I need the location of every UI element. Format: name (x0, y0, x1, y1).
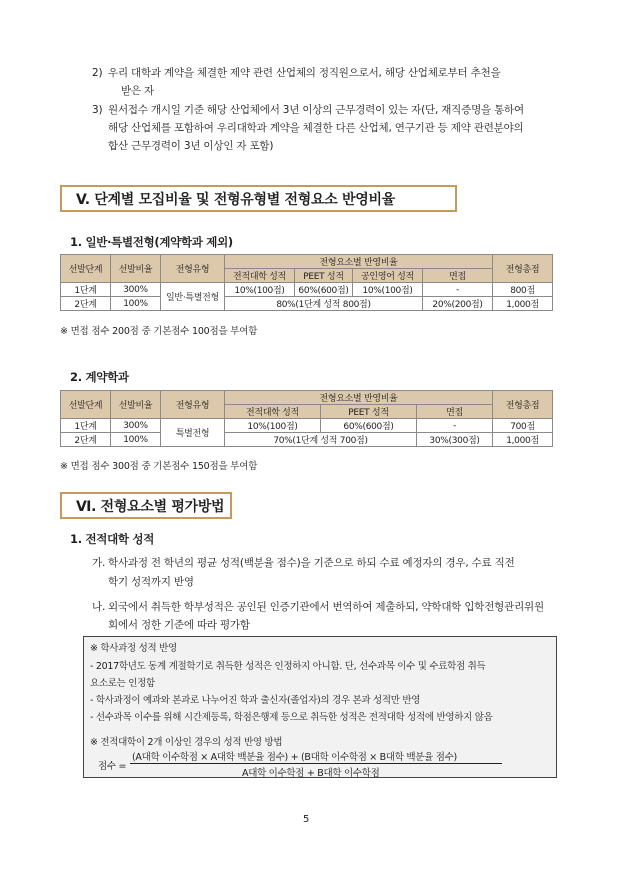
cell-type: 특별전형 (161, 419, 225, 447)
box-line-4: - 선수과목 이수를 위해 시간제등록, 학점은행제 등으로 취득한 성적은 전적대학 성적에 반영하지 않음 (90, 712, 493, 723)
page-number: 5 (303, 814, 310, 825)
cell-ratio: 300% (111, 283, 161, 297)
cell-type: 일반·특별전형 (161, 283, 225, 311)
cell-interview: 30%(300점) (417, 433, 493, 447)
formula-fraction-bar (130, 763, 502, 764)
cell-interview: 20%(200점) (423, 297, 493, 311)
intro-item-2-line-2: 받은 자 (121, 85, 154, 97)
cell-stage: 2단계 (61, 297, 111, 311)
item-ga-label: 가. (92, 557, 106, 569)
header-type: 전형유형 (161, 255, 225, 283)
item-na-label: 나. (92, 601, 106, 613)
formula-numerator: (A대학 이수학점 × A대학 백분율 점수) + (B대학 이수학점 × B대학 백분율 점수) (132, 752, 457, 763)
intro-item-3-line-3: 합산 근무경력이 3년 이상인 자 포함) (108, 140, 274, 152)
cell-merged-score: 70%(1단계 성적 700점) (225, 433, 417, 447)
table-note-general: ※ 면접 점수 200점 중 기본점수 100점을 부여함 (60, 326, 258, 337)
cell-peet: 60%(600점) (295, 283, 353, 297)
header-peet: PEET 성적 (295, 269, 353, 283)
header-total: 전형총점 (493, 255, 553, 283)
item-ga-line-2: 학기 성적까지 반영 (108, 576, 194, 588)
formula-label: 점수 = (98, 761, 127, 772)
item-na-line-2: 회에서 정한 기준에 따라 평가함 (108, 619, 250, 631)
selection-ratio-table-contract (60, 390, 553, 447)
table-row (61, 419, 553, 433)
selection-ratio-table-general (60, 254, 553, 311)
cell-merged-score: 80%(1단계 성적 800점) (225, 297, 423, 311)
header-ratio: 선발비율 (111, 255, 161, 283)
intro-item-3-line-2: 해당 산업체를 포함하여 우리대학과 계약을 체결한 다른 산업체, 연구기관 등 제약 관련분야의 (108, 122, 524, 134)
cell-interview: - (423, 283, 493, 297)
intro-item-2-line-1: 우리 대학과 계약을 체결한 제약 관련 산업체의 정직원으로서, 해당 산업체로부터 추천을 (108, 67, 501, 79)
cell-ratio: 100% (111, 433, 161, 447)
intro-item-3-line-1: 원서접수 개시일 기준 해당 산업체에서 3년 이상의 근무경력이 있는 자(단, 재직증명을 통하여 (108, 104, 524, 116)
cell-total: 700점 (493, 419, 553, 433)
table-note-contract: ※ 면접 점수 300점 중 기본점수 150점을 부여함 (60, 461, 258, 472)
cell-stage: 1단계 (61, 283, 111, 297)
cell-interview: - (417, 419, 493, 433)
cell-stage: 2단계 (61, 433, 111, 447)
cell-ratio: 300% (111, 419, 161, 433)
grade-policy-box (83, 636, 557, 778)
box-line-1: - 2017학년도 동계 계절학기로 취득한 성적은 인정하지 아니함. 단, 선수과목 이수 및 수료학점 취득 (90, 661, 486, 672)
box-heading-2: ※ 전적대학이 2개 이상인 경우의 성적 반영 방법 (90, 737, 283, 748)
header-ratio: 선발비율 (111, 391, 161, 419)
table-row (61, 283, 553, 297)
header-type: 전형유형 (161, 391, 225, 419)
section-6-title (60, 492, 232, 519)
table-header-row (61, 391, 553, 405)
intro-item-2-num: 2) (92, 67, 103, 79)
cell-ratio: 100% (111, 297, 161, 311)
section-6-sub-1-title: 1. 전적대학 성적 (70, 532, 155, 546)
section-5-sub-2-title: 2. 계약학과 (70, 370, 129, 384)
header-group: 전형요소별 반영비율 (225, 391, 493, 405)
section-5-title-text: V. 단계별 모집비율 및 전형유형별 전형요소 반영비율 (76, 191, 395, 208)
item-ga-line-1: 학사과정 전 학년의 평균 성적(백분율 점수)을 기준으로 하되 수료 예정자의 경우, 수료 직전 (108, 557, 515, 569)
section-5-title (60, 185, 457, 212)
section-5-sub-1-title: 1. 일반·특별전형(계약학과 제외) (70, 235, 233, 249)
cell-english: 10%(100점) (353, 283, 423, 297)
section-6-title-text: Ⅵ. 전형요소별 평가방법 (76, 498, 225, 515)
header-gpa: 전적대학 성적 (225, 269, 295, 283)
box-line-3: - 학사과정이 예과와 본과로 나누어진 학과 출신자(졸업자)의 경우 본과 성적만 반영 (90, 695, 421, 706)
header-stage: 선발단계 (61, 391, 111, 419)
box-line-2: 요소로는 인정함 (90, 678, 155, 689)
header-english: 공인영어 성적 (353, 269, 423, 283)
table-header-row (61, 255, 553, 269)
intro-item-3-num: 3) (92, 104, 103, 116)
formula-denominator: A대학 이수학점 + B대학 이수학점 (242, 768, 380, 779)
header-interview: 면접 (417, 405, 493, 419)
header-stage: 선발단계 (61, 255, 111, 283)
header-total: 전형총점 (493, 391, 553, 419)
cell-total: 800점 (493, 283, 553, 297)
item-na-line-1: 외국에서 취득한 학부성적은 공인된 인증기관에서 번역하여 제출하되, 약학대학 입학전형관리위원 (108, 601, 544, 613)
header-gpa: 전적대학 성적 (225, 405, 321, 419)
header-group: 전형요소별 반영비율 (225, 255, 493, 269)
cell-stage: 1단계 (61, 419, 111, 433)
header-peet: PEET 성적 (321, 405, 417, 419)
box-heading-1: ※ 학사과정 성적 반영 (90, 643, 177, 654)
table-row (61, 297, 553, 311)
cell-gpa: 10%(100점) (225, 283, 295, 297)
cell-peet: 60%(600점) (321, 419, 417, 433)
cell-total: 1,000점 (493, 433, 553, 447)
cell-total: 1,000점 (493, 297, 553, 311)
header-interview: 면접 (423, 269, 493, 283)
table-row (61, 433, 553, 447)
cell-gpa: 10%(100점) (225, 419, 321, 433)
